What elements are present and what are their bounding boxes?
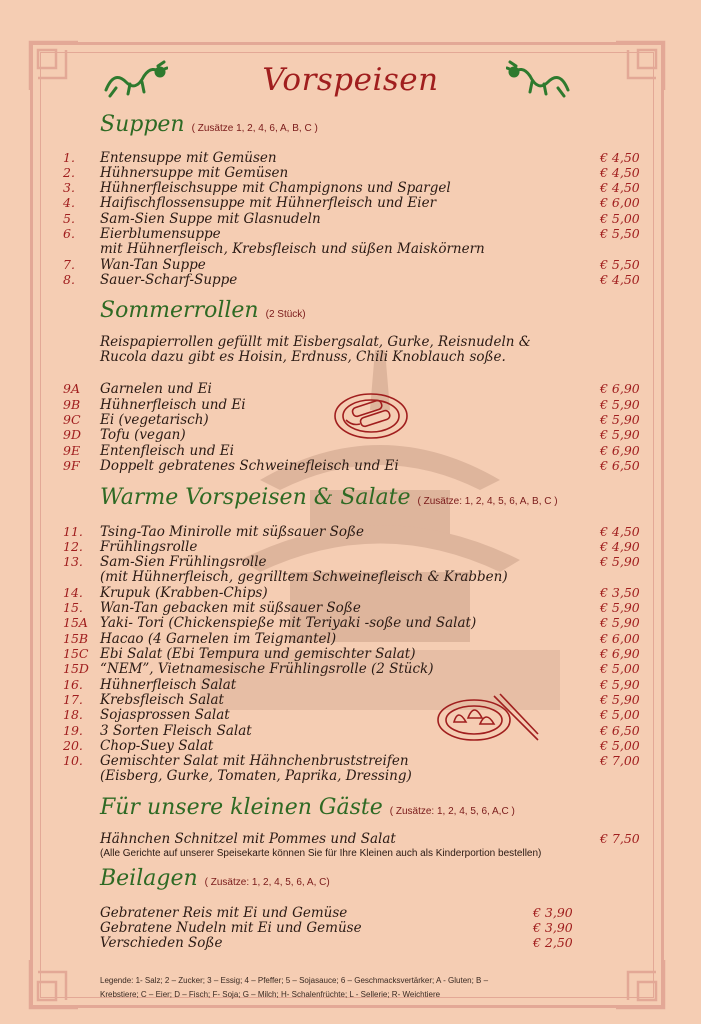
menu-item: [0, 738, 701, 754]
section-additives-note: (2 Stück): [265, 309, 306, 320]
item-number: 9A: [63, 381, 80, 396]
item-number: 19.: [63, 723, 83, 738]
item-name: Doppelt gebratenes Schweinefleisch und Ei: [100, 458, 399, 474]
menu-item-continuation: [0, 569, 701, 585]
item-number: 9B: [63, 397, 81, 412]
section-heading: Suppen: [100, 112, 185, 137]
item-number: 15C: [63, 646, 89, 661]
item-number: 14.: [63, 585, 83, 600]
menu-item-continuation: [0, 768, 701, 784]
item-price: € 5,90: [600, 692, 640, 707]
item-number: 20.: [63, 738, 83, 753]
item-number: 6.: [63, 226, 75, 241]
item-name: Wan-Tan gebacken mit süßsauer Soße: [100, 600, 361, 616]
item-name: Wan-Tan Suppe: [100, 257, 206, 273]
item-number: 15B: [63, 631, 89, 646]
item-name: Krupuk (Krabben-Chips): [100, 585, 268, 601]
item-price: € 5,90: [600, 427, 640, 442]
item-price: € 6,90: [600, 443, 640, 458]
section-description-line: Reispapierrollen gefüllt mit Eisbergsalat, Gurke, Reisnudeln &: [100, 334, 531, 350]
item-price: € 2,50: [533, 935, 573, 950]
item-name-continued: mit Hühnerfleisch, Krebsfleisch und süßen Maiskörnern: [100, 241, 485, 257]
item-number: 15D: [63, 661, 89, 676]
item-name: Gebratene Nudeln mit Ei und Gemüse: [100, 920, 362, 936]
section-heading: Warme Vorspeisen & Salate: [100, 485, 411, 510]
legend-line: Krebstiere; C – Eier; D – Fisch; F- Soja; G – Milch; H- Schalenfrüchte; L - Sellerie; R- Weichtiere: [100, 990, 441, 999]
section-additives-note: ( Zusätze 1, 2, 4, 6, A, B, C ): [191, 123, 318, 134]
item-name: Krebsfleisch Salat: [100, 692, 224, 708]
menu-item: [0, 723, 701, 739]
item-price: € 5,00: [600, 707, 640, 722]
menu-item: [0, 677, 701, 693]
item-name: Entenfleisch und Ei: [100, 443, 234, 459]
item-price: € 5,00: [600, 661, 640, 676]
item-name-continued: (mit Hühnerfleisch, gegrilltem Schweinefleisch & Krabben): [100, 569, 508, 585]
item-price: € 3,50: [600, 585, 640, 600]
item-price: € 4,50: [600, 150, 640, 165]
item-name: Gebratener Reis mit Ei und Gemüse: [100, 905, 348, 921]
item-price: € 5,00: [600, 738, 640, 753]
item-name: Hühnerfleischsuppe mit Champignons und Spargel: [100, 180, 451, 196]
item-name: Frühlingsrolle: [100, 539, 198, 555]
section-title-warme-vorspeisen: [100, 485, 558, 510]
item-number: 15.: [63, 600, 83, 615]
item-price: € 5,00: [600, 211, 640, 226]
section-heading: Für unsere kleinen Gäste: [100, 795, 383, 820]
menu-item-continuation: [0, 241, 701, 257]
section-title-suppen: [100, 112, 318, 137]
section-title-sommerrollen: [100, 298, 306, 323]
item-name: Hühnersuppe mit Gemüsen: [100, 165, 289, 181]
item-number: 16.: [63, 677, 83, 692]
item-name: Gemischter Salat mit Hähnchenbruststreifen: [100, 753, 409, 769]
section-additives-note: ( Zusätze: 1, 2, 4, 5, 6, A, B, C ): [417, 496, 558, 507]
item-number: 8.: [63, 272, 75, 287]
menu-item: [0, 920, 701, 936]
section-title-kinder: [100, 795, 515, 820]
corner-ornament-bottom-left: [26, 956, 82, 1012]
item-number: 15A: [63, 615, 88, 630]
menu-item: [0, 524, 701, 540]
menu-item: [0, 458, 701, 474]
item-name: Hacao (4 Garnelen im Teigmantel): [100, 631, 337, 647]
item-name: Tofu (vegan): [100, 427, 186, 443]
item-price: € 4,50: [600, 524, 640, 539]
menu-item: [0, 226, 701, 242]
menu-item: [0, 443, 701, 459]
item-name: Hühnerfleisch Salat: [100, 677, 237, 693]
item-name: Sam-Sien Suppe mit Glasnudeln: [100, 211, 321, 227]
section-title-beilagen: [100, 866, 330, 891]
item-price: € 4,50: [600, 165, 640, 180]
menu-item: [0, 631, 701, 647]
menu-item: [0, 585, 701, 601]
item-name: Haifischflossensuppe mit Hühnerfleisch und Eier: [100, 195, 437, 211]
item-price: € 6,50: [600, 458, 640, 473]
item-name: Chop-Suey Salat: [100, 738, 214, 754]
item-name: Sojasprossen Salat: [100, 707, 230, 723]
item-number: 5.: [63, 211, 75, 226]
item-name: Entensuppe mit Gemüsen: [100, 150, 277, 166]
kinder-portion-note: (Alle Gerichte auf unserer Speisekarte können Sie für Ihre Kleinen auch als Kinderportion bestellen): [100, 848, 542, 859]
item-name: Verschieden Soße: [100, 935, 223, 951]
menu-item: [0, 211, 701, 227]
page-title: Vorspeisen: [262, 62, 439, 98]
spring-roll-plate-icon: [332, 386, 410, 442]
section-heading: Sommerrollen: [100, 298, 259, 323]
item-price: € 5,90: [600, 397, 640, 412]
menu-item: [0, 831, 701, 847]
item-price: € 5,90: [600, 412, 640, 427]
item-number: 9E: [63, 443, 81, 458]
item-number: 9D: [63, 427, 81, 442]
corner-ornament-bottom-right: [612, 956, 668, 1012]
menu-item: [0, 905, 701, 921]
item-number: 11.: [63, 524, 83, 539]
item-number: 10.: [63, 753, 83, 768]
item-price: € 7,00: [600, 753, 640, 768]
section-additives-note: ( Zusätze: 1, 2, 4, 5, 6, A, C): [204, 877, 330, 888]
menu-item: [0, 180, 701, 196]
menu-item: [0, 195, 701, 211]
item-number: 17.: [63, 692, 83, 707]
menu-item: [0, 600, 701, 616]
menu-item: [0, 272, 701, 288]
menu-item: [0, 615, 701, 631]
menu-item: [0, 707, 701, 723]
item-price: € 4,50: [600, 272, 640, 287]
item-price: € 3,90: [533, 905, 573, 920]
item-number: 12.: [63, 539, 83, 554]
menu-item: [0, 753, 701, 769]
item-price: € 6,50: [600, 723, 640, 738]
item-price: € 5,90: [600, 600, 640, 615]
item-name: Sam-Sien Frühlingsrolle: [100, 554, 267, 570]
menu-item: [0, 646, 701, 662]
item-number: 13.: [63, 554, 83, 569]
item-number: 7.: [63, 257, 75, 272]
item-number: 2.: [63, 165, 75, 180]
item-price: € 5,50: [600, 226, 640, 241]
item-name: Ei (vegetarisch): [100, 412, 209, 428]
menu-item: [0, 539, 701, 555]
item-price: € 5,90: [600, 615, 640, 630]
menu-item: [0, 165, 701, 181]
legend-line: Legende: 1- Salz; 2 – Zucker; 3 – Essig; 4 – Pfeffer; 5 – Sojasauce; 6 – Geschmacksvertärker; A - Gluten; B –: [100, 976, 489, 985]
dumpling-plate-icon: [434, 690, 540, 746]
item-name: Garnelen und Ei: [100, 381, 212, 397]
menu-item: [0, 935, 701, 951]
item-name: Yaki- Tori (Chickenspieße mit Teriyaki -soße und Salat): [100, 615, 477, 631]
section-heading: Beilagen: [100, 866, 198, 891]
item-name: Sauer-Scharf-Suppe: [100, 272, 238, 288]
item-number: 9F: [63, 458, 80, 473]
item-price: € 5,90: [600, 554, 640, 569]
menu-item: [0, 661, 701, 677]
item-number: 9C: [63, 412, 81, 427]
item-name: Tsing-Tao Minirolle mit süßsauer Soße: [100, 524, 365, 540]
item-price: € 4,90: [600, 539, 640, 554]
item-name: Hähnchen Schnitzel mit Pommes und Salat: [100, 831, 396, 847]
item-price: € 4,50: [600, 180, 640, 195]
item-name: Ebi Salat (Ebi Tempura und gemischter Salat): [100, 646, 416, 662]
menu-item: [0, 150, 701, 166]
menu-item: [0, 257, 701, 273]
item-name: 3 Sorten Fleisch Salat: [100, 723, 252, 739]
menu-item: [0, 554, 701, 570]
item-name: “NEM”, Vietnamesische Frühlingsrolle (2 Stück): [100, 661, 434, 677]
item-price: € 7,50: [600, 831, 640, 846]
section-additives-note: ( Zusätze: 1, 2, 4, 5, 6, A,C ): [389, 806, 515, 817]
item-price: € 5,90: [600, 677, 640, 692]
item-name-continued: (Eisberg, Gurke, Tomaten, Paprika, Dressing): [100, 768, 412, 784]
item-price: € 6,00: [600, 631, 640, 646]
item-number: 3.: [63, 180, 75, 195]
item-number: 4.: [63, 195, 75, 210]
menu-item: [0, 692, 701, 708]
item-price: € 6,90: [600, 646, 640, 661]
section-description-line: Rucola dazu gibt es Hoisin, Erdnuss, Chili Knoblauch soße.: [100, 349, 506, 365]
item-name: Hühnerfleisch und Ei: [100, 397, 246, 413]
item-price: € 6,00: [600, 195, 640, 210]
item-price: € 5,50: [600, 257, 640, 272]
item-number: 18.: [63, 707, 83, 722]
item-number: 1.: [63, 150, 75, 165]
additives-legend: [100, 974, 590, 1002]
item-name: Eierblumensuppe: [100, 226, 221, 242]
item-price: € 6,90: [600, 381, 640, 396]
item-price: € 3,90: [533, 920, 573, 935]
